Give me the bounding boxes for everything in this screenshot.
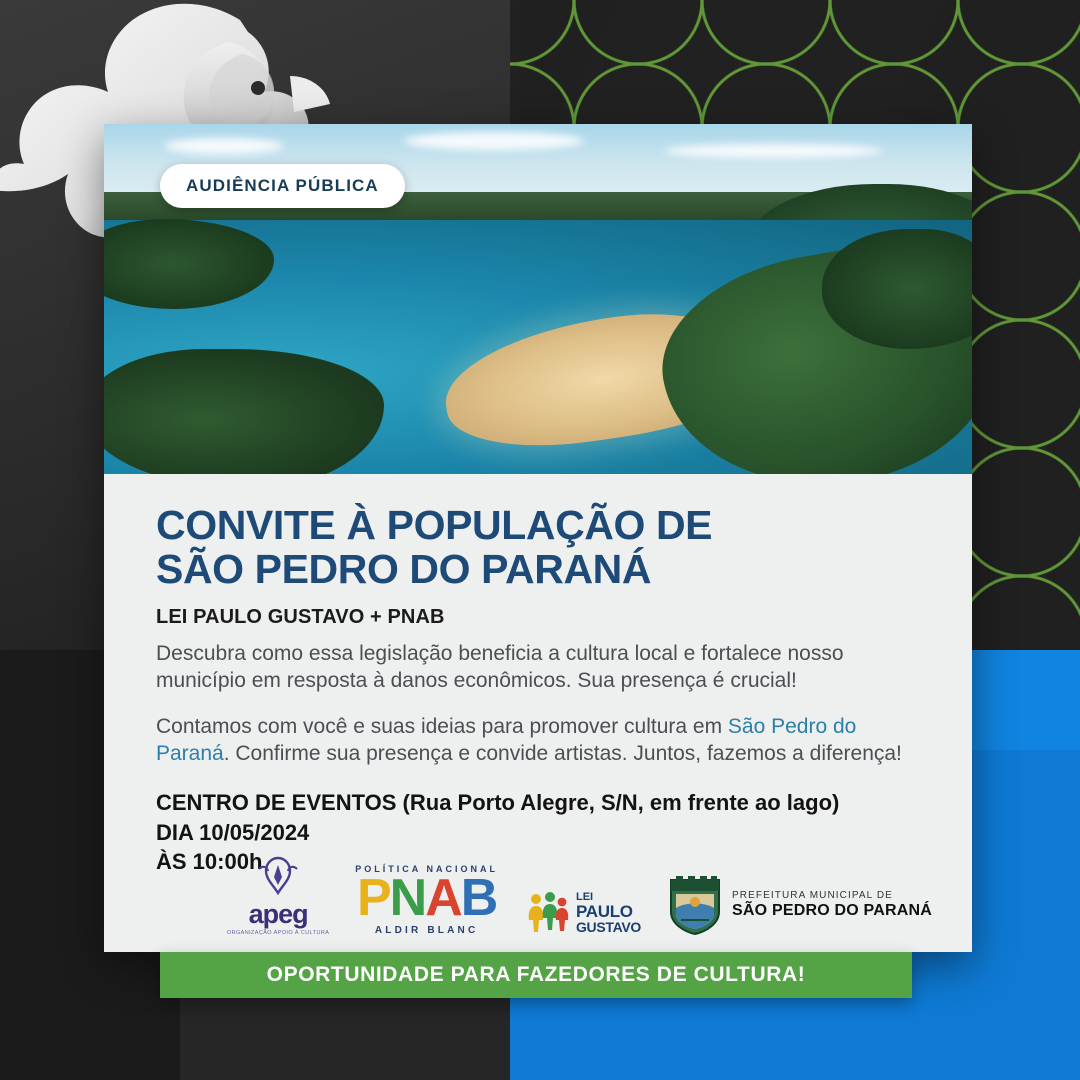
status-badge: AUDIÊNCIA PÚBLICA: [160, 164, 405, 208]
card-body: [104, 474, 972, 952]
paulo-gustavo-line3: GUSTAVO: [575, 919, 642, 936]
left-forest: [104, 349, 384, 474]
logo-paulo-gustavo: [524, 890, 641, 936]
paragraph-two-post: . Confirme sua presença e convide artistas. Juntos, fazemos a diferença!: [223, 742, 902, 766]
page-title-line1: CONVITE À POPULAÇÃO DE: [156, 502, 713, 548]
logo-prefeitura: [667, 874, 932, 936]
right-riverbank: [822, 229, 972, 349]
apeg-tagline: ORGANIZAÇÃO APOIO À CULTURA: [226, 930, 330, 936]
pnab-letter-b: B: [460, 868, 497, 927]
invitation-card: [104, 124, 972, 952]
event-date: DIA 10/05/2024: [156, 819, 310, 845]
page-title-line2: SÃO PEDRO DO PARANÁ: [156, 545, 652, 592]
apeg-wordmark: apeg: [248, 899, 308, 929]
cloud-shape: [164, 138, 284, 154]
event-venue-address: (Rua Porto Alegre, S/N, em frente ao lago): [402, 790, 840, 816]
prefeitura-line1: PREFEITURA MUNICIPAL DE: [732, 890, 893, 902]
river-aerial-photo: [104, 124, 972, 474]
call-to-action-banner: OPORTUNIDADE PARA FAZEDORES DE CULTURA!: [160, 952, 912, 998]
cloud-shape: [664, 144, 884, 158]
event-time: ÀS 10:00h: [156, 849, 263, 875]
sponsor-logos: [227, 855, 932, 936]
pnab-bottom-label: ALDIR BLANC: [374, 925, 479, 936]
page-title: [156, 504, 920, 592]
paulo-gustavo-line1: LEI: [575, 890, 594, 903]
prefeitura-lockup: [667, 874, 932, 936]
paragraph-two-pre: Contamos com você e suas ideias para promover cultura em: [156, 715, 728, 739]
pnab-letter-n: N: [389, 868, 426, 927]
pnab-letter-a: A: [425, 868, 461, 927]
paragraph-two-highlight: São Pedro do Paraná: [156, 715, 857, 766]
paulo-gustavo-wordmark: [576, 892, 641, 935]
logo-pnab: [355, 864, 498, 936]
event-venue-line: [156, 788, 920, 817]
prefeitura-wordmark: [732, 890, 932, 919]
apeg-bird-icon: [249, 855, 307, 901]
paragraph-one: Descubra como essa legislação beneficia a cultura local e fortalece nosso município em resposta à danos econômicos. Sua presença é crucial!: [156, 641, 844, 692]
paulo-gustavo-lockup: [524, 890, 641, 936]
paulo-gustavo-line2: PAULO: [575, 901, 633, 921]
cloud-shape: [404, 132, 584, 150]
pnab-top-label: POLÍTICA NACIONAL: [355, 863, 498, 874]
pnab-letter-p: P: [356, 868, 390, 927]
logo-apeg: [227, 855, 329, 936]
paragraph-two: [156, 714, 920, 768]
coat-of-arms-icon: [667, 874, 723, 936]
event-venue-name: CENTRO DE EVENTOS: [156, 790, 397, 816]
prefeitura-line2: SÃO PEDRO DO PARANÁ: [732, 901, 932, 919]
people-icon: [524, 890, 570, 936]
page-subtitle: LEI PAULO GUSTAVO + PNAB: [156, 605, 445, 628]
